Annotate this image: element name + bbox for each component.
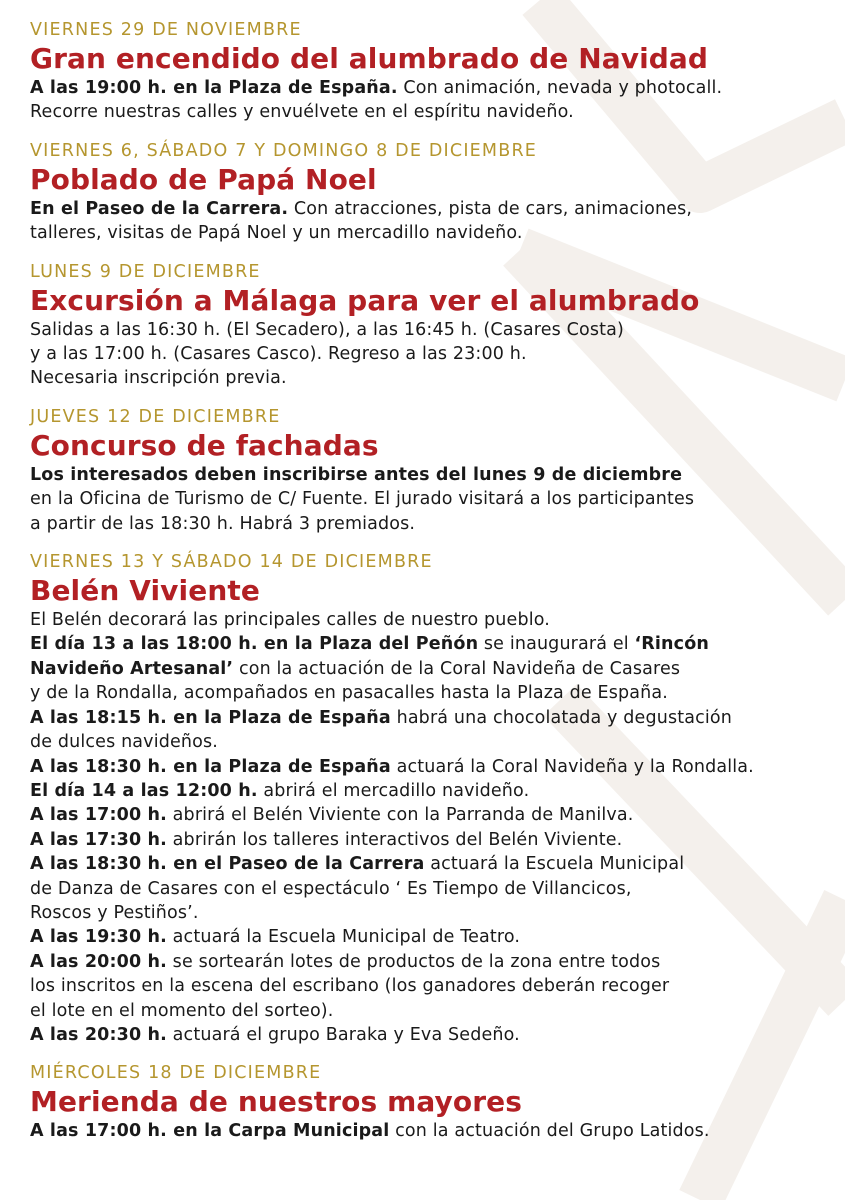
event-line bbox=[30, 657, 835, 681]
event-line-bold: A las 20:30 h. bbox=[30, 1024, 167, 1045]
event-line-text: habrá una chocolatada y degustación bbox=[390, 707, 732, 728]
event-line bbox=[30, 974, 835, 998]
event-line-bold: El día 14 a las 12:00 h. bbox=[30, 780, 258, 801]
event-line-text: actuará la Escuela Municipal de Teatro. bbox=[166, 927, 521, 948]
event-line-text: talleres, visitas de Papá Noel y un mercadillo navideño. bbox=[30, 223, 523, 244]
event-line-bold: Navideño Artesanal’ bbox=[30, 658, 234, 679]
event-line bbox=[30, 76, 835, 100]
event-line-text: Salidas a las 16:30 h. (El Secadero), a las 16:45 h. (Casares Costa) bbox=[30, 319, 624, 340]
event-line-text: Roscos y Pestiños’. bbox=[30, 902, 199, 923]
event-line-text: se sortearán lotes de productos de la zona entre todos bbox=[166, 951, 661, 972]
event-line-bold: En el Paseo de la Carrera. bbox=[30, 198, 289, 219]
event-title: Concurso de fachadas bbox=[30, 428, 379, 462]
event-4 bbox=[30, 551, 835, 1047]
event-line-bold: A las 18:15 h. en la Plaza de España bbox=[30, 707, 391, 728]
event-line-text: se inaugurará el bbox=[478, 634, 635, 655]
event-line-text: Con animación, nevada y photocall. bbox=[397, 78, 723, 98]
event-line-bold: A las 17:00 h. en la Carpa Municipal bbox=[30, 1121, 390, 1142]
event-line-bold: A las 19:30 h. bbox=[30, 927, 167, 948]
event-line-bold: A las 20:00 h. bbox=[30, 951, 167, 972]
event-0 bbox=[30, 19, 835, 125]
event-line-bold-trailing: ‘Rincón bbox=[634, 634, 709, 655]
event-line bbox=[30, 487, 835, 511]
event-date: VIERNES 6, SÁBADO 7 Y DOMINGO 8 DE DICIEMBRE bbox=[30, 140, 538, 161]
event-line-text: con la actuación del Grupo Latidos. bbox=[389, 1121, 710, 1142]
event-title: Belén Viviente bbox=[30, 574, 260, 608]
event-line-text: Recorre nuestras calles y envuélvete en el espíritu navideño. bbox=[30, 102, 574, 123]
event-line-text: de dulces navideños. bbox=[30, 732, 218, 753]
event-line-text: con la actuación de la Coral Navideña de Casares bbox=[233, 658, 681, 679]
event-line-text: actuará la Escuela Municipal bbox=[424, 854, 685, 875]
event-line-text: abrirán los talleres interactivos del Belén Viviente. bbox=[166, 829, 623, 850]
event-line-text: abrirá el Belén Viviente con la Parranda de Manilva. bbox=[166, 805, 634, 826]
event-line bbox=[30, 803, 835, 827]
event-line-text: de Danza de Casares con el espectáculo ‘ Es Tiempo de Villancicos, bbox=[30, 878, 632, 899]
event-title: Poblado de Papá Noel bbox=[30, 162, 377, 196]
event-line bbox=[30, 779, 835, 803]
event-line-text: Con atracciones, pista de cars, animaciones, bbox=[288, 198, 693, 219]
event-line bbox=[30, 1119, 835, 1143]
event-line-text: a partir de las 18:30 h. Habrá 3 premiados. bbox=[30, 513, 416, 534]
event-line bbox=[30, 632, 835, 656]
event-line-text: El Belén decorará las principales calles de nuestro pueblo. bbox=[30, 610, 550, 631]
event-3 bbox=[30, 406, 835, 536]
event-line bbox=[30, 1023, 835, 1047]
event-line bbox=[30, 999, 835, 1023]
event-line-text: actuará la Coral Navideña y la Rondalla. bbox=[390, 756, 754, 777]
event-line bbox=[30, 463, 835, 487]
event-line bbox=[30, 681, 835, 705]
event-line-bold: Los interesados deben inscribirse antes del lunes 9 de diciembre bbox=[30, 464, 683, 485]
event-line-text: y de la Rondalla, acompañados en pasacalles hasta la Plaza de España. bbox=[30, 683, 668, 704]
event-date: JUEVES 12 DE DICIEMBRE bbox=[30, 406, 281, 427]
event-line bbox=[30, 366, 835, 390]
event-date: VIERNES 29 DE NOVIEMBRE bbox=[30, 20, 302, 40]
event-line-bold: A las 19:00 h. en la Plaza de España. bbox=[30, 78, 398, 98]
event-line bbox=[30, 828, 835, 852]
event-line-text: actuará el grupo Baraka y Eva Sedeño. bbox=[166, 1024, 520, 1045]
event-1 bbox=[30, 140, 835, 246]
event-line bbox=[30, 730, 835, 754]
event-line bbox=[30, 512, 835, 536]
event-line-text: y a las 17:00 h. (Casares Casco). Regreso a las 23:00 h. bbox=[30, 344, 527, 365]
event-date: LUNES 9 DE DICIEMBRE bbox=[30, 261, 261, 282]
event-line bbox=[30, 925, 835, 949]
event-line bbox=[30, 755, 835, 779]
event-line bbox=[30, 852, 835, 876]
event-line bbox=[30, 221, 835, 245]
event-title: Excursión a Málaga para ver el alumbrado bbox=[30, 283, 700, 317]
event-line bbox=[30, 706, 835, 730]
event-line bbox=[30, 197, 835, 221]
event-date: VIERNES 13 Y SÁBADO 14 DE DICIEMBRE bbox=[30, 552, 433, 573]
event-line-text: en la Oficina de Turismo de C/ Fuente. El jurado visitará a los participantes bbox=[30, 489, 695, 510]
event-line bbox=[30, 100, 835, 124]
event-line bbox=[30, 318, 835, 342]
event-title: Gran encendido del alumbrado de Navidad bbox=[30, 42, 709, 75]
event-line-bold: A las 18:30 h. en la Plaza de España bbox=[30, 756, 391, 777]
event-line-text: Necesaria inscripción previa. bbox=[30, 368, 287, 389]
event-line bbox=[30, 342, 835, 366]
event-line bbox=[30, 608, 835, 632]
event-line-text: abrirá el mercadillo navideño. bbox=[257, 780, 530, 801]
event-2 bbox=[30, 261, 835, 391]
event-line-bold: A las 18:30 h. en el Paseo de la Carrera bbox=[30, 854, 425, 875]
event-line-bold: El día 13 a las 18:00 h. en la Plaza del Peñón bbox=[30, 634, 479, 655]
event-line bbox=[30, 877, 835, 901]
event-line-bold: A las 17:30 h. bbox=[30, 829, 167, 850]
event-line bbox=[30, 950, 835, 974]
event-title: Merienda de nuestros mayores bbox=[30, 1085, 522, 1119]
event-line-text: los inscritos en la escena del escribano (los ganadores deberán recoger bbox=[30, 976, 670, 997]
event-date: MIÉRCOLES 18 DE DICIEMBRE bbox=[30, 1063, 322, 1084]
event-line bbox=[30, 901, 835, 925]
event-line-text: el lote en el momento del sorteo). bbox=[30, 1000, 334, 1021]
event-5 bbox=[30, 1062, 835, 1143]
event-line-bold: A las 17:00 h. bbox=[30, 805, 167, 826]
